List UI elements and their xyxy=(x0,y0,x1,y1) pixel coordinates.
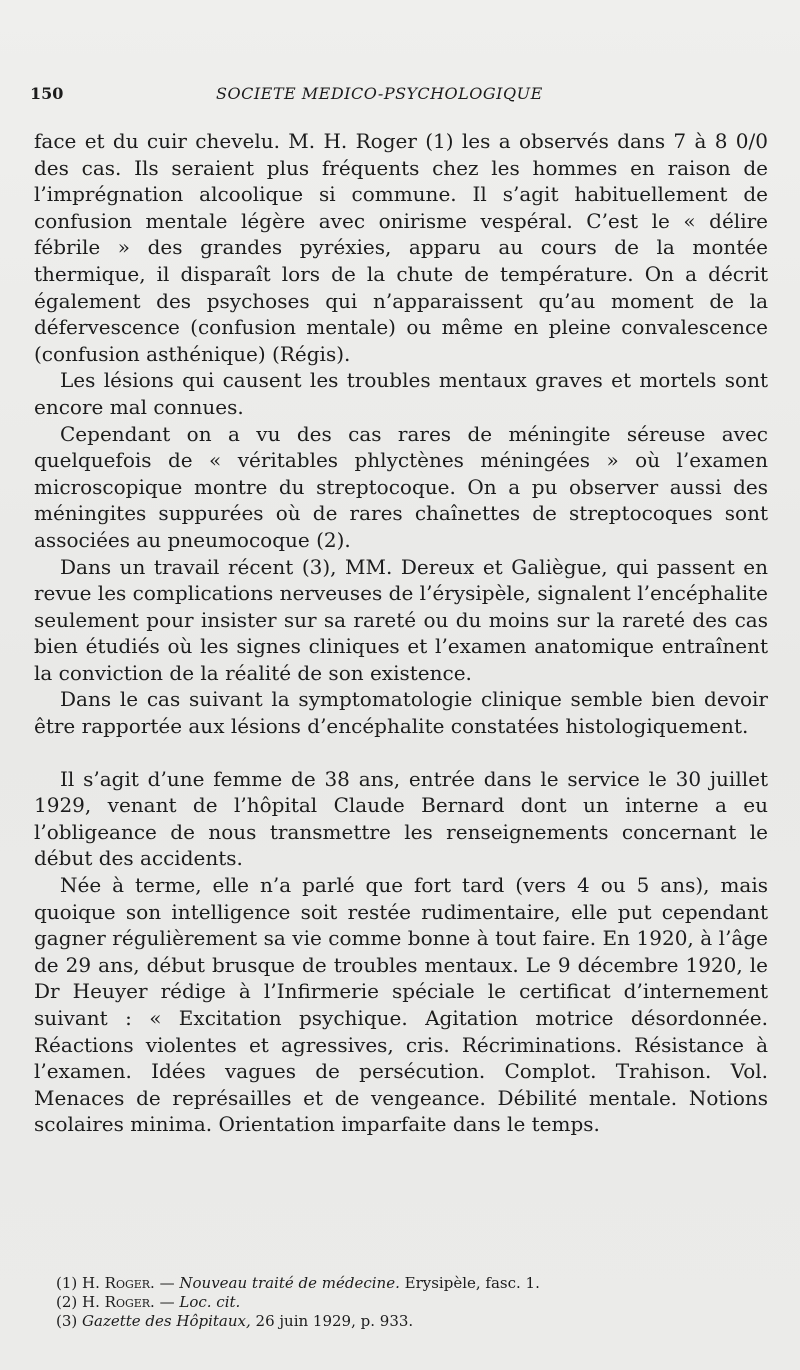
paragraph-3: Cependant on a vu des cas rares de méningite séreuse avec quelquefois de « véritables phlyctènes méningées » où l’examen microscopique montre du streptocoque. On a pu observer aussi des méningites suppurées où de rares chaînettes de streptocoques sont associées au pneumocoque (2). xyxy=(34,421,768,552)
footnote-number: (1) xyxy=(56,1274,78,1292)
footnote-title: Loc. cit. xyxy=(179,1293,241,1311)
paragraph-4: Dans un travail récent (3), MM. Dereux et Galiègue, qui passent en revue les complications nerveuses de l’érysipèle, signalent l’encéphalite seulement pour insister sur sa rareté ou du moins sur la rareté des cas bien étudiés où les signes cliniques et l’examen anatomique entraînent la conviction de la réalité de son existence. xyxy=(34,554,768,685)
footnote-title: Gazette des Hôpitaux, xyxy=(82,1312,251,1330)
footnote-author: H. Roger. xyxy=(82,1293,155,1311)
footnote-separator: — xyxy=(154,1293,180,1311)
footnote-title: Nouveau traité de médecine. xyxy=(179,1274,400,1292)
footnote-author: H. Roger. xyxy=(82,1274,155,1292)
footnote-separator: — xyxy=(154,1274,180,1292)
footnote-rest: Erysipèle, fasc. 1. xyxy=(399,1274,540,1292)
paragraph-2: Les lésions qui causent les troubles mentaux graves et mortels sont encore mal connues. xyxy=(34,368,768,419)
page-number: 150 xyxy=(30,84,64,103)
footnote-number: (2) xyxy=(56,1293,78,1311)
footnotes xyxy=(56,1274,756,1331)
running-head xyxy=(30,84,770,110)
footnote-rest: 26 juin 1929, p. 933. xyxy=(250,1312,414,1330)
body-text xyxy=(34,128,768,1138)
journal-title: SOCIETE MEDICO-PSYCHOLOGIQUE xyxy=(216,84,543,103)
footnote-number: (3) xyxy=(56,1312,78,1330)
paragraph-7: Née à terme, elle n’a parlé que fort tard (vers 4 ou 5 ans), mais quoique son intelligence soit restée rudimentaire, elle put cependant gagner régulièrement sa vie comme bonne à tout faire. En 1920, à l’âge de 29 ans, début brusque de troubles mentaux. Le 9 décembre 1920, le Dr Heuyer rédige à l’Infirmerie spéciale le certificat d’internement suivant : « Excitation psychique. Agitation motrice désordonnée. Réactions violentes et agressives, cris. Récriminations. Résistance à l’examen. Idées vagues de persécution. Complot. Trahison. Vol. Menaces de représailles et de vengeance. Débilité mentale. Notions scolaires minima. Orientation imparfaite dans le temps. xyxy=(34,873,768,1137)
paragraph-1: face et du cuir chevelu. M. H. Roger (1) les a observés dans 7 à 8 0/0 des cas. Ils seraient plus fréquents chez les hommes en raison de l’imprégnation alcoolique si commune. Il s’agit habituellement de confusion mentale légère avec onirisme vespéral. C’est le « délire fébrile » des grandes pyréxies, apparu au cours de la montée thermique, il disparaît lors de la chute de température. On a décrit également des psychoses qui n’apparaissent qu’au moment de la défervescence (confusion mentale) ou même en pleine convalescence (confusion asthénique) (Régis). xyxy=(34,129,768,366)
footnote-1 xyxy=(56,1274,756,1293)
paragraph-5: Dans le cas suivant la symptomatologie clinique semble bien devoir être rapportée aux lésions d’encéphalite constatées histologiquement. xyxy=(34,687,768,739)
footnote-3 xyxy=(56,1312,756,1331)
paragraph-6: Il s’agit d’une femme de 38 ans, entrée dans le service le 30 juillet 1929, venant de l’hôpital Claude Bernard dont un interne a eu l’obligeance de nous transmettre les renseignements concernant le début des accidents. xyxy=(34,766,768,871)
footnote-2 xyxy=(56,1293,756,1312)
